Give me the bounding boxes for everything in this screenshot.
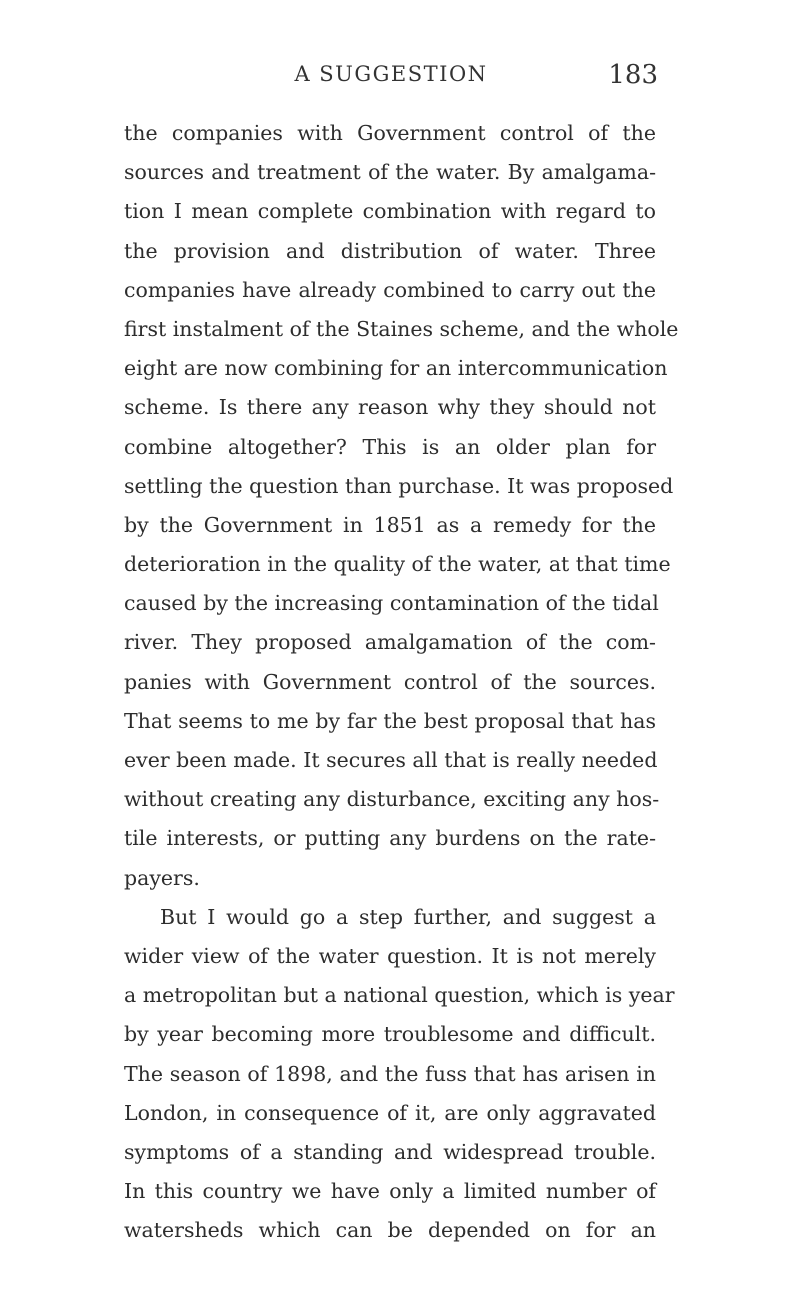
text-line: by the Government in 1851 as a remedy for the	[124, 512, 656, 537]
text-line: scheme. Is there any reason why they should not	[124, 395, 656, 420]
text-line: symptoms of a standing and widespread trouble.	[124, 1139, 656, 1164]
text-line: the companies with Government control of the	[124, 121, 656, 145]
body-text	[124, 114, 679, 1250]
text-line: tile interests, or putting any burdens on the rate-	[124, 826, 656, 851]
text-line: by year becoming more troublesome and difficult.	[124, 1022, 656, 1047]
text-line: London, in consequence of it, are only aggravated	[124, 1100, 656, 1125]
text-line: sources and treatment of the water. By amalgama-	[124, 160, 656, 185]
text-line: companies have already combined to carry out the	[124, 277, 656, 302]
text-line: river. They proposed amalgamation of the com-	[124, 630, 656, 655]
text-line: eight are now combining for an intercommunication	[124, 356, 668, 381]
text-line: That seems to me by far the best proposal that has	[124, 708, 656, 733]
text-line: combine altogether? This is an older plan for	[124, 434, 656, 459]
text-line: without creating any disturbance, exciting any hos-	[124, 787, 660, 812]
text-line: tion I mean complete combination with regard to	[124, 199, 656, 224]
page-number: 183	[608, 60, 658, 90]
text-line: watersheds which can be depended on for an	[124, 1218, 656, 1243]
text-line: ever been made. It secures all that is really needed	[124, 748, 658, 772]
text-line: wider view of the water question. It is not merely	[124, 943, 656, 968]
text-line: But I would go a step further, and suggest a	[160, 904, 656, 929]
text-line: payers.	[124, 865, 200, 890]
text-line: settling the question than purchase. It was proposed	[124, 473, 674, 498]
text-line: In this country we have only a limited number of	[124, 1179, 656, 1204]
text-line: The season of 1898, and the fuss that has arisen in	[124, 1061, 656, 1086]
text-line: a metropolitan but a national question, which is year	[124, 983, 675, 1008]
running-title: A SUGGESTION	[294, 62, 488, 86]
text-line: deterioration in the quality of the water, at that time	[124, 552, 671, 577]
text-line: first instalment of the Staines scheme, and the whole	[124, 316, 679, 341]
text-line: the provision and distribution of water. Three	[124, 238, 656, 263]
text-line: panies with Government control of the sources.	[124, 669, 656, 694]
running-head	[124, 62, 658, 96]
text-line: caused by the increasing contamination of the tidal	[124, 591, 659, 616]
